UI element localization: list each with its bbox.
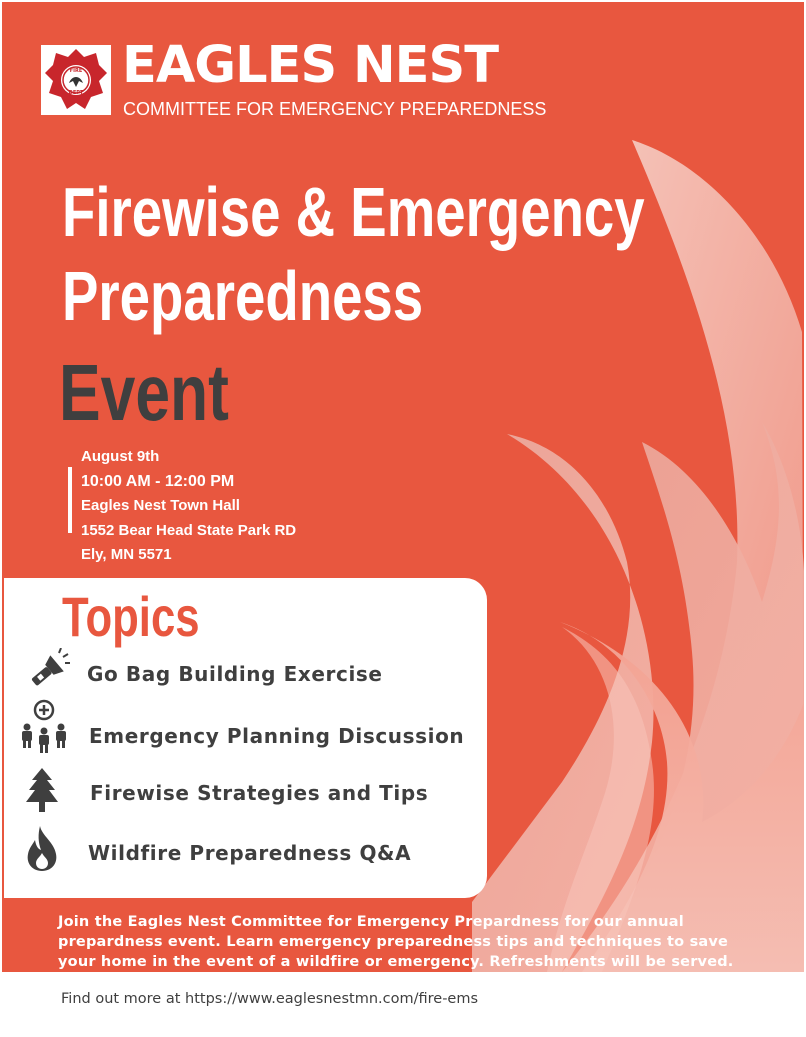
topics-title: Topics: [62, 585, 200, 648]
footer-url-text: Find out more at https://www.eaglesnestmn.com/fire-ems: [61, 991, 479, 1007]
headline-line-1: Firewise & Emergency: [62, 173, 645, 251]
flame-icon: [24, 826, 60, 872]
event-details-divider: [68, 467, 72, 533]
pine-tree-icon: [24, 768, 60, 814]
headline-line-3: Event: [59, 348, 229, 437]
event-time: 10:00 AM - 12:00 PM: [81, 472, 235, 490]
event-date: August 9th: [81, 448, 160, 465]
svg-text:FIRE: FIRE: [69, 68, 83, 74]
headline-line-2: Preparedness: [62, 257, 424, 335]
description-line: your home in the event of a wildfire or emergency. Refreshments will be served.: [58, 954, 734, 970]
topic-label: Go Bag Building Exercise: [87, 662, 383, 686]
description-line: prepardness event. Learn emergency preparedness tips and techniques to save: [58, 934, 729, 950]
event-venue: Eagles Nest Town Hall: [81, 497, 240, 514]
org-subtitle: COMMITTEE FOR EMERGENCY PREPAREDNESS: [123, 99, 547, 119]
topic-label: Firewise Strategies and Tips: [90, 781, 429, 805]
people-group-icon: [18, 699, 70, 755]
topic-label: Emergency Planning Discussion: [89, 724, 465, 748]
flyer-poster: [2, 2, 804, 972]
event-street: 1552 Bear Head State Park RD: [81, 521, 297, 539]
org-name: EAGLES NEST: [122, 36, 499, 95]
fire-dept-logo: [41, 45, 111, 115]
event-city: Ely, MN 5571: [81, 546, 172, 563]
svg-text:DEPT: DEPT: [68, 90, 84, 96]
event-description: [58, 912, 788, 972]
description-line: Join the Eagles Nest Committee for Emergency Prepardness for our annual: [58, 914, 684, 930]
topic-label: Wildfire Preparedness Q&A: [88, 841, 412, 865]
flashlight-icon: [22, 648, 70, 692]
event-details: [81, 445, 296, 568]
